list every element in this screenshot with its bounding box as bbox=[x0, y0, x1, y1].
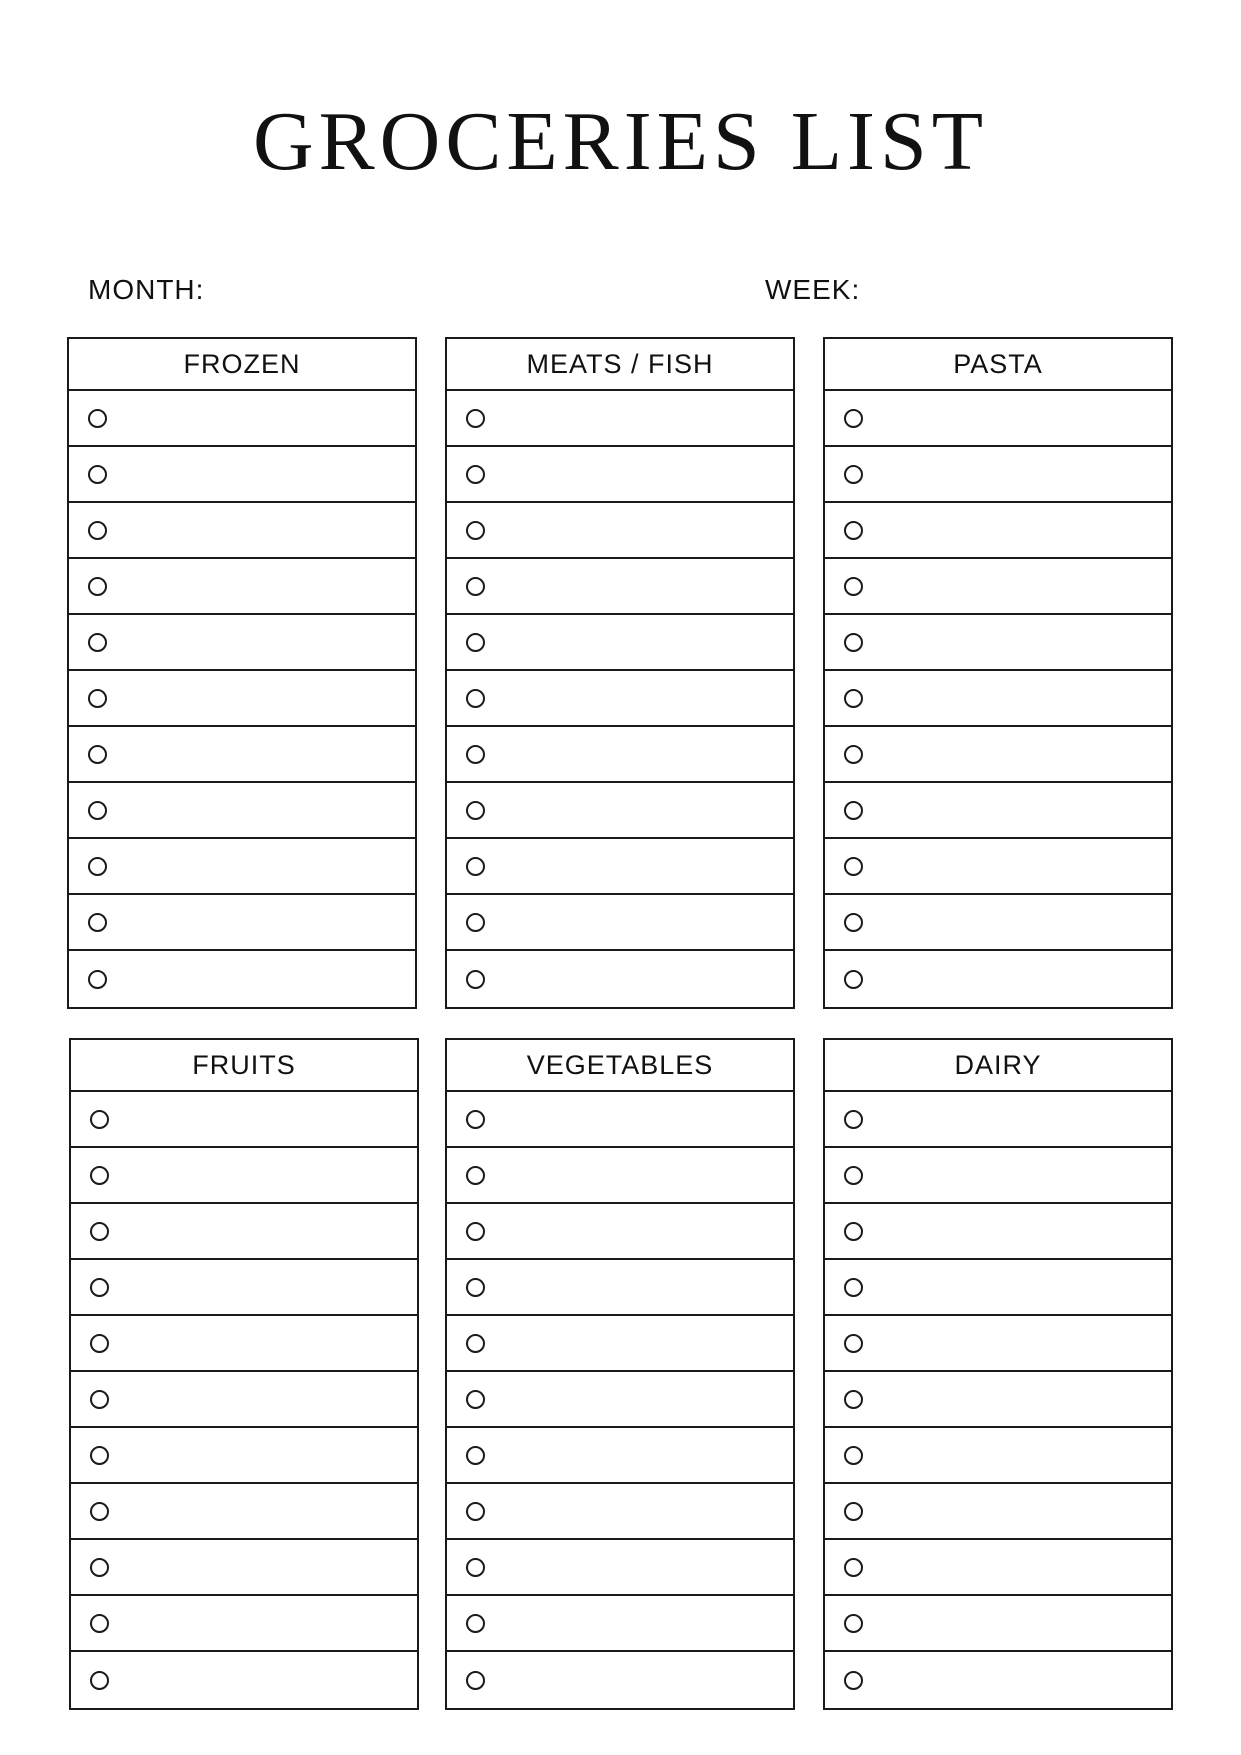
list-item bbox=[71, 1316, 417, 1372]
list-item bbox=[825, 895, 1171, 951]
list-item bbox=[71, 1652, 417, 1708]
list-item bbox=[69, 615, 415, 671]
list-fruits bbox=[69, 1038, 419, 1710]
checkbox-circle-icon[interactable] bbox=[844, 1166, 863, 1185]
list-item bbox=[447, 951, 793, 1007]
checkbox-circle-icon[interactable] bbox=[844, 970, 863, 989]
list-item bbox=[447, 1260, 793, 1316]
list-item bbox=[71, 1596, 417, 1652]
list-item bbox=[447, 1092, 793, 1148]
checkbox-circle-icon[interactable] bbox=[466, 1110, 485, 1129]
list-item bbox=[447, 391, 793, 447]
checkbox-circle-icon[interactable] bbox=[466, 689, 485, 708]
list-item bbox=[69, 783, 415, 839]
list-item bbox=[447, 1316, 793, 1372]
list-item bbox=[71, 1484, 417, 1540]
checkbox-circle-icon[interactable] bbox=[844, 1502, 863, 1521]
list-item bbox=[447, 671, 793, 727]
list-item bbox=[447, 783, 793, 839]
checkbox-circle-icon[interactable] bbox=[466, 1558, 485, 1577]
list-item bbox=[825, 1316, 1171, 1372]
checkbox-circle-icon[interactable] bbox=[466, 409, 485, 428]
list-item bbox=[447, 1652, 793, 1708]
list-item bbox=[825, 559, 1171, 615]
list-item bbox=[447, 1372, 793, 1428]
checkbox-circle-icon[interactable] bbox=[88, 521, 107, 540]
checkbox-circle-icon[interactable] bbox=[88, 745, 107, 764]
list-dairy bbox=[823, 1038, 1173, 1710]
list-rows bbox=[825, 1092, 1171, 1708]
checkbox-circle-icon[interactable] bbox=[88, 689, 107, 708]
list-title: VEGETABLES bbox=[447, 1040, 793, 1092]
checkbox-circle-icon[interactable] bbox=[466, 1166, 485, 1185]
checkbox-circle-icon[interactable] bbox=[844, 857, 863, 876]
list-item bbox=[69, 895, 415, 951]
list-item bbox=[825, 391, 1171, 447]
checkbox-circle-icon[interactable] bbox=[844, 1558, 863, 1577]
checkbox-circle-icon[interactable] bbox=[88, 577, 107, 596]
checkbox-circle-icon[interactable] bbox=[466, 1334, 485, 1353]
checkbox-circle-icon[interactable] bbox=[844, 1614, 863, 1633]
list-meats-fish bbox=[445, 337, 795, 1009]
list-pasta bbox=[823, 337, 1173, 1009]
list-item bbox=[825, 1204, 1171, 1260]
list-item bbox=[69, 951, 415, 1007]
checkbox-circle-icon[interactable] bbox=[90, 1671, 109, 1690]
checkbox-circle-icon[interactable] bbox=[844, 1110, 863, 1129]
checkbox-circle-icon[interactable] bbox=[466, 1446, 485, 1465]
checkbox-circle-icon[interactable] bbox=[466, 801, 485, 820]
list-item bbox=[447, 895, 793, 951]
list-rows bbox=[71, 1092, 417, 1708]
list-item bbox=[447, 1540, 793, 1596]
month-label: MONTH: bbox=[88, 274, 205, 305]
list-item bbox=[825, 839, 1171, 895]
page-title: GROCERIES LIST bbox=[252, 95, 989, 188]
checkbox-circle-icon[interactable] bbox=[466, 521, 485, 540]
list-title: DAIRY bbox=[825, 1040, 1171, 1092]
list-item bbox=[447, 1148, 793, 1204]
checkbox-circle-icon[interactable] bbox=[844, 521, 863, 540]
list-item bbox=[71, 1204, 417, 1260]
list-item bbox=[825, 1484, 1171, 1540]
list-item bbox=[825, 951, 1171, 1007]
list-item bbox=[825, 783, 1171, 839]
checkbox-circle-icon[interactable] bbox=[466, 1390, 485, 1409]
list-item bbox=[447, 1596, 793, 1652]
checkbox-circle-icon[interactable] bbox=[88, 913, 107, 932]
list-item bbox=[69, 671, 415, 727]
checkbox-circle-icon[interactable] bbox=[844, 745, 863, 764]
checkbox-circle-icon[interactable] bbox=[466, 1222, 485, 1241]
checkbox-circle-icon[interactable] bbox=[88, 409, 107, 428]
list-title: FROZEN bbox=[69, 339, 415, 391]
checkbox-circle-icon[interactable] bbox=[466, 970, 485, 989]
checkbox-circle-icon[interactable] bbox=[466, 633, 485, 652]
checkbox-circle-icon[interactable] bbox=[88, 465, 107, 484]
checkbox-circle-icon[interactable] bbox=[466, 1614, 485, 1633]
checkbox-circle-icon[interactable] bbox=[844, 409, 863, 428]
checkbox-circle-icon[interactable] bbox=[466, 465, 485, 484]
list-item bbox=[825, 615, 1171, 671]
checkbox-circle-icon[interactable] bbox=[88, 801, 107, 820]
list-item bbox=[71, 1148, 417, 1204]
checkbox-circle-icon[interactable] bbox=[466, 1671, 485, 1690]
list-item bbox=[825, 1428, 1171, 1484]
checkbox-circle-icon[interactable] bbox=[466, 857, 485, 876]
list-rows bbox=[69, 391, 415, 1007]
list-item bbox=[447, 1204, 793, 1260]
checkbox-circle-icon[interactable] bbox=[844, 1222, 863, 1241]
checkbox-circle-icon[interactable] bbox=[88, 857, 107, 876]
list-item bbox=[825, 727, 1171, 783]
checkbox-circle-icon[interactable] bbox=[90, 1110, 109, 1129]
list-item bbox=[69, 559, 415, 615]
checkbox-circle-icon[interactable] bbox=[90, 1446, 109, 1465]
list-item bbox=[825, 447, 1171, 503]
list-item bbox=[69, 447, 415, 503]
list-item bbox=[447, 503, 793, 559]
list-item bbox=[69, 391, 415, 447]
checkbox-circle-icon[interactable] bbox=[844, 1446, 863, 1465]
checkbox-circle-icon[interactable] bbox=[90, 1222, 109, 1241]
list-item bbox=[447, 727, 793, 783]
list-item bbox=[447, 447, 793, 503]
list-item bbox=[825, 1372, 1171, 1428]
checkbox-circle-icon[interactable] bbox=[90, 1390, 109, 1409]
list-item bbox=[69, 503, 415, 559]
list-item bbox=[825, 503, 1171, 559]
checkbox-circle-icon[interactable] bbox=[90, 1166, 109, 1185]
checkbox-circle-icon[interactable] bbox=[466, 577, 485, 596]
checkbox-circle-icon[interactable] bbox=[844, 1278, 863, 1297]
checkbox-circle-icon[interactable] bbox=[88, 970, 107, 989]
list-item bbox=[71, 1372, 417, 1428]
checkbox-circle-icon[interactable] bbox=[844, 633, 863, 652]
list-item bbox=[447, 1484, 793, 1540]
list-item bbox=[447, 1428, 793, 1484]
list-item bbox=[825, 671, 1171, 727]
checkbox-circle-icon[interactable] bbox=[844, 1671, 863, 1690]
list-item bbox=[71, 1540, 417, 1596]
checkbox-circle-icon[interactable] bbox=[844, 465, 863, 484]
list-item bbox=[447, 559, 793, 615]
list-item bbox=[69, 727, 415, 783]
list-rows bbox=[447, 391, 793, 1007]
checkbox-circle-icon[interactable] bbox=[844, 913, 863, 932]
list-item bbox=[69, 839, 415, 895]
list-item bbox=[447, 615, 793, 671]
checkbox-circle-icon[interactable] bbox=[844, 1334, 863, 1353]
list-title: MEATS / FISH bbox=[447, 339, 793, 391]
list-rows bbox=[447, 1092, 793, 1708]
list-item bbox=[447, 839, 793, 895]
checkbox-circle-icon[interactable] bbox=[90, 1614, 109, 1633]
checkbox-circle-icon[interactable] bbox=[90, 1558, 109, 1577]
list-item bbox=[825, 1652, 1171, 1708]
checkbox-circle-icon[interactable] bbox=[90, 1334, 109, 1353]
list-item bbox=[825, 1596, 1171, 1652]
checkbox-circle-icon[interactable] bbox=[844, 689, 863, 708]
week-label: WEEK: bbox=[765, 274, 861, 305]
list-rows bbox=[825, 391, 1171, 1007]
checkbox-circle-icon[interactable] bbox=[466, 913, 485, 932]
checkbox-circle-icon[interactable] bbox=[844, 1390, 863, 1409]
checkbox-circle-icon[interactable] bbox=[90, 1502, 109, 1521]
checkbox-circle-icon[interactable] bbox=[844, 577, 863, 596]
checkbox-circle-icon[interactable] bbox=[88, 633, 107, 652]
list-item bbox=[71, 1428, 417, 1484]
checkbox-circle-icon[interactable] bbox=[466, 1278, 485, 1297]
checkbox-circle-icon[interactable] bbox=[90, 1278, 109, 1297]
list-frozen bbox=[67, 337, 417, 1009]
list-item bbox=[71, 1092, 417, 1148]
checkbox-circle-icon[interactable] bbox=[466, 1502, 485, 1521]
list-item bbox=[825, 1260, 1171, 1316]
list-item bbox=[825, 1540, 1171, 1596]
list-vegetables bbox=[445, 1038, 795, 1710]
checkbox-circle-icon[interactable] bbox=[844, 801, 863, 820]
list-title: PASTA bbox=[825, 339, 1171, 391]
list-title: FRUITS bbox=[71, 1040, 417, 1092]
list-item bbox=[825, 1092, 1171, 1148]
checkbox-circle-icon[interactable] bbox=[466, 745, 485, 764]
list-item bbox=[71, 1260, 417, 1316]
list-item bbox=[825, 1148, 1171, 1204]
